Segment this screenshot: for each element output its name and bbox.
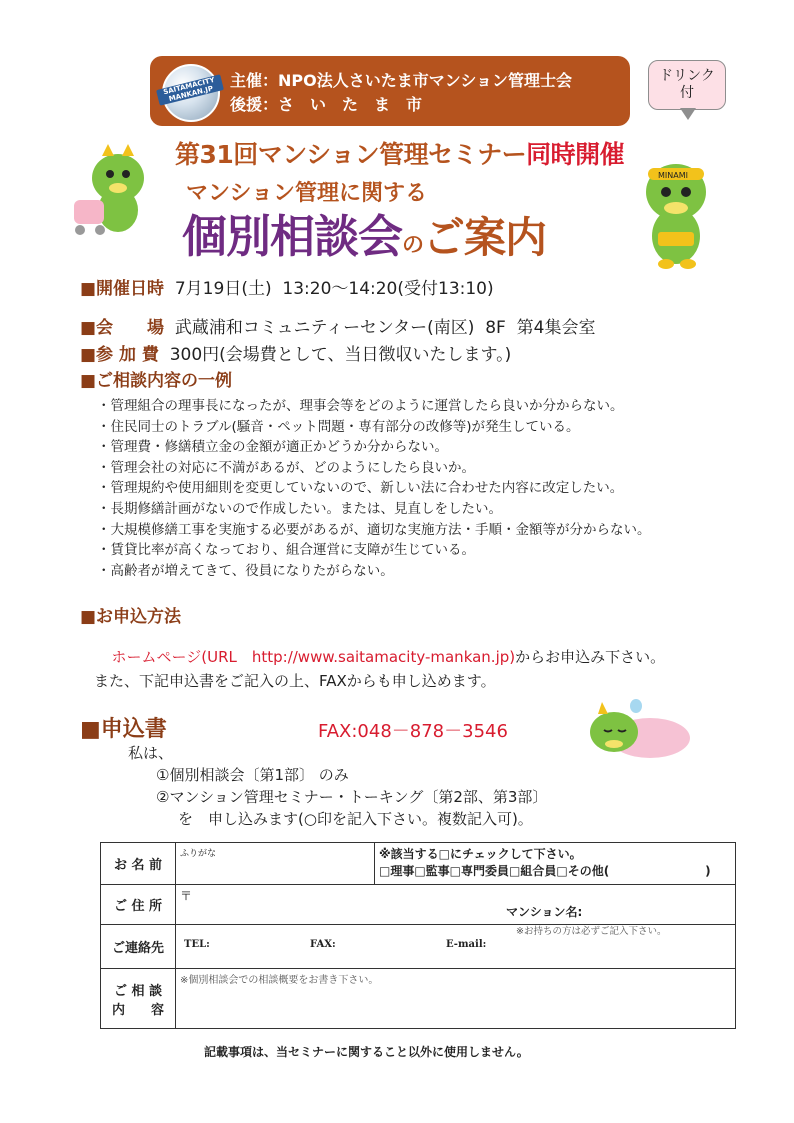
header-banner	[150, 56, 630, 126]
drink-included-label: 付	[680, 85, 694, 101]
apply-web-line	[102, 628, 665, 667]
date-label: ■開催日時	[80, 279, 165, 299]
address-label: ご 住 所	[101, 885, 176, 925]
mansion-name-label: マンション名:	[506, 905, 583, 919]
venue-row	[80, 313, 595, 338]
main-title-text: 個別相談会	[182, 210, 403, 263]
event-subtitle: マンション管理に関する	[186, 181, 428, 206]
guide-label: ご案内	[423, 213, 547, 262]
examples-label: ■ご相談内容の一例	[80, 371, 233, 391]
role-check-note: ※該当する□にチェックして下さい。	[379, 847, 582, 861]
fee-label: ■参 加 費	[80, 345, 159, 365]
host-organization: 主催：NPO法人さいたま市マンション管理士会	[230, 71, 572, 90]
drink-label: ドリンク	[659, 68, 715, 84]
tel-label: TEL:	[184, 939, 210, 950]
consult-label	[101, 969, 176, 1029]
form-intro: 私は、	[128, 744, 174, 762]
apply-web-suffix: からお申込み下さい。	[515, 648, 666, 666]
callout-tail	[680, 108, 696, 120]
list-item: ・賃貸比率が高くなっており、組合運営に支障が生じている。	[97, 542, 475, 559]
consult-note: ※個別相談会での相談概要をお書き下さい。	[180, 975, 379, 986]
venue-label: ■会 場	[80, 318, 165, 338]
sponsor-organization: 後援：さ い た ま 市	[230, 95, 423, 114]
consult-label-line1: ご 相 談	[113, 983, 163, 999]
sleeping-mascot-icon	[580, 694, 710, 764]
consult-field[interactable]	[176, 969, 736, 1029]
fax-label: FAX:	[310, 939, 336, 950]
list-item: ・管理組合の理事長になったが、理事会等をどのように運営したら良いか分からない。	[97, 398, 624, 414]
apply-fax-note: また、下記申込書をご記入の上、FAXからも申し込めます。	[94, 672, 496, 690]
logo-ribbon: SAITAMACITY MANKAN.JP	[156, 74, 224, 105]
fee-value: 300円(会場費として、当日徴収いたします。)	[158, 345, 512, 365]
name-field[interactable]	[176, 843, 375, 885]
list-item: ・高齢者が増えてきて、役員になりたがらない。	[97, 562, 394, 579]
option-seminar[interactable]: ②マンション管理セミナー・トーキング〔第2部、第3部〕	[156, 788, 548, 806]
mansion-note: ※お持ちの方は必ずご記入下さい。	[516, 926, 667, 937]
postal-mark: 〒	[180, 889, 193, 903]
example-list	[97, 396, 777, 581]
examples-heading	[80, 366, 232, 391]
simultaneous-label: 同時開催	[526, 140, 625, 169]
mascot-with-stroller-icon	[72, 140, 152, 240]
date-value: 7月19日(土) 13:20～14:20(受付13:10)	[164, 279, 494, 299]
list-item: ・管理費・修繕積立金の金額が適正かどうか分からない。	[97, 439, 448, 456]
address-field[interactable]	[176, 885, 736, 925]
list-item: ・管理規約や使用細則を変更していないので、新しい法に合わせた内容に改定したい。	[97, 480, 624, 497]
drink-callout	[648, 60, 726, 110]
application-form-table	[100, 842, 736, 1029]
name-label: お 名 前	[101, 843, 176, 885]
consult-label-line2: 内 容	[111, 1002, 164, 1018]
date-row	[80, 274, 494, 299]
list-item: ・住民同士のトラブル(騒音・ペット問題・専有部分の改修等)が発生している。	[97, 418, 580, 435]
furigana-label: ふりがな	[180, 849, 217, 859]
mascot-minami-icon	[632, 152, 722, 272]
list-item: ・大規模修繕工事を実施する必要があるが、適切な実施方法・手順・金額等が分からない。	[97, 521, 651, 538]
role-field[interactable]	[375, 843, 736, 885]
form-heading: ■申込書	[80, 717, 167, 742]
role-options: □理事□監事□専門委員□組合員□その他( )	[379, 864, 711, 878]
email-label: E-mail:	[446, 939, 487, 950]
contact-field[interactable]	[176, 925, 736, 969]
contact-label: ご連絡先	[101, 925, 176, 969]
list-item: ・管理会社の対応に不満があるが、どのようにしたら良いか。	[97, 459, 475, 476]
apply-heading	[80, 602, 181, 627]
option-consultation[interactable]: ①個別相談会〔第1部〕 のみ	[156, 766, 349, 784]
svg-text:MINAMI: MINAMI	[658, 171, 688, 180]
seminar-title-text: 第31回マンション管理セミナー	[175, 140, 527, 169]
event-main-title	[182, 200, 546, 265]
apply-heading-label: ■お申込方法	[80, 607, 182, 627]
privacy-footer: 記載事項は、当セミナーに関すること以外に使用しません。	[204, 1045, 529, 1059]
seminar-title	[175, 135, 624, 171]
list-item: ・長期修繕計画がないので作成したい。または、見直しをしたい。	[97, 500, 502, 517]
title-particle: の	[402, 233, 424, 258]
form-instruction: を 申し込みます(○印を記入下さい。複数記入可)。	[178, 810, 533, 828]
homepage-link[interactable]: ホームページ(URL http://www.saitamacity-mankan.jp)	[111, 648, 516, 666]
fee-row	[80, 340, 511, 365]
fax-number: FAX:048－878－3546	[318, 721, 508, 742]
venue-value: 武蔵浦和コミュニティーセンター(南区) 8F 第4集会室	[164, 318, 596, 338]
